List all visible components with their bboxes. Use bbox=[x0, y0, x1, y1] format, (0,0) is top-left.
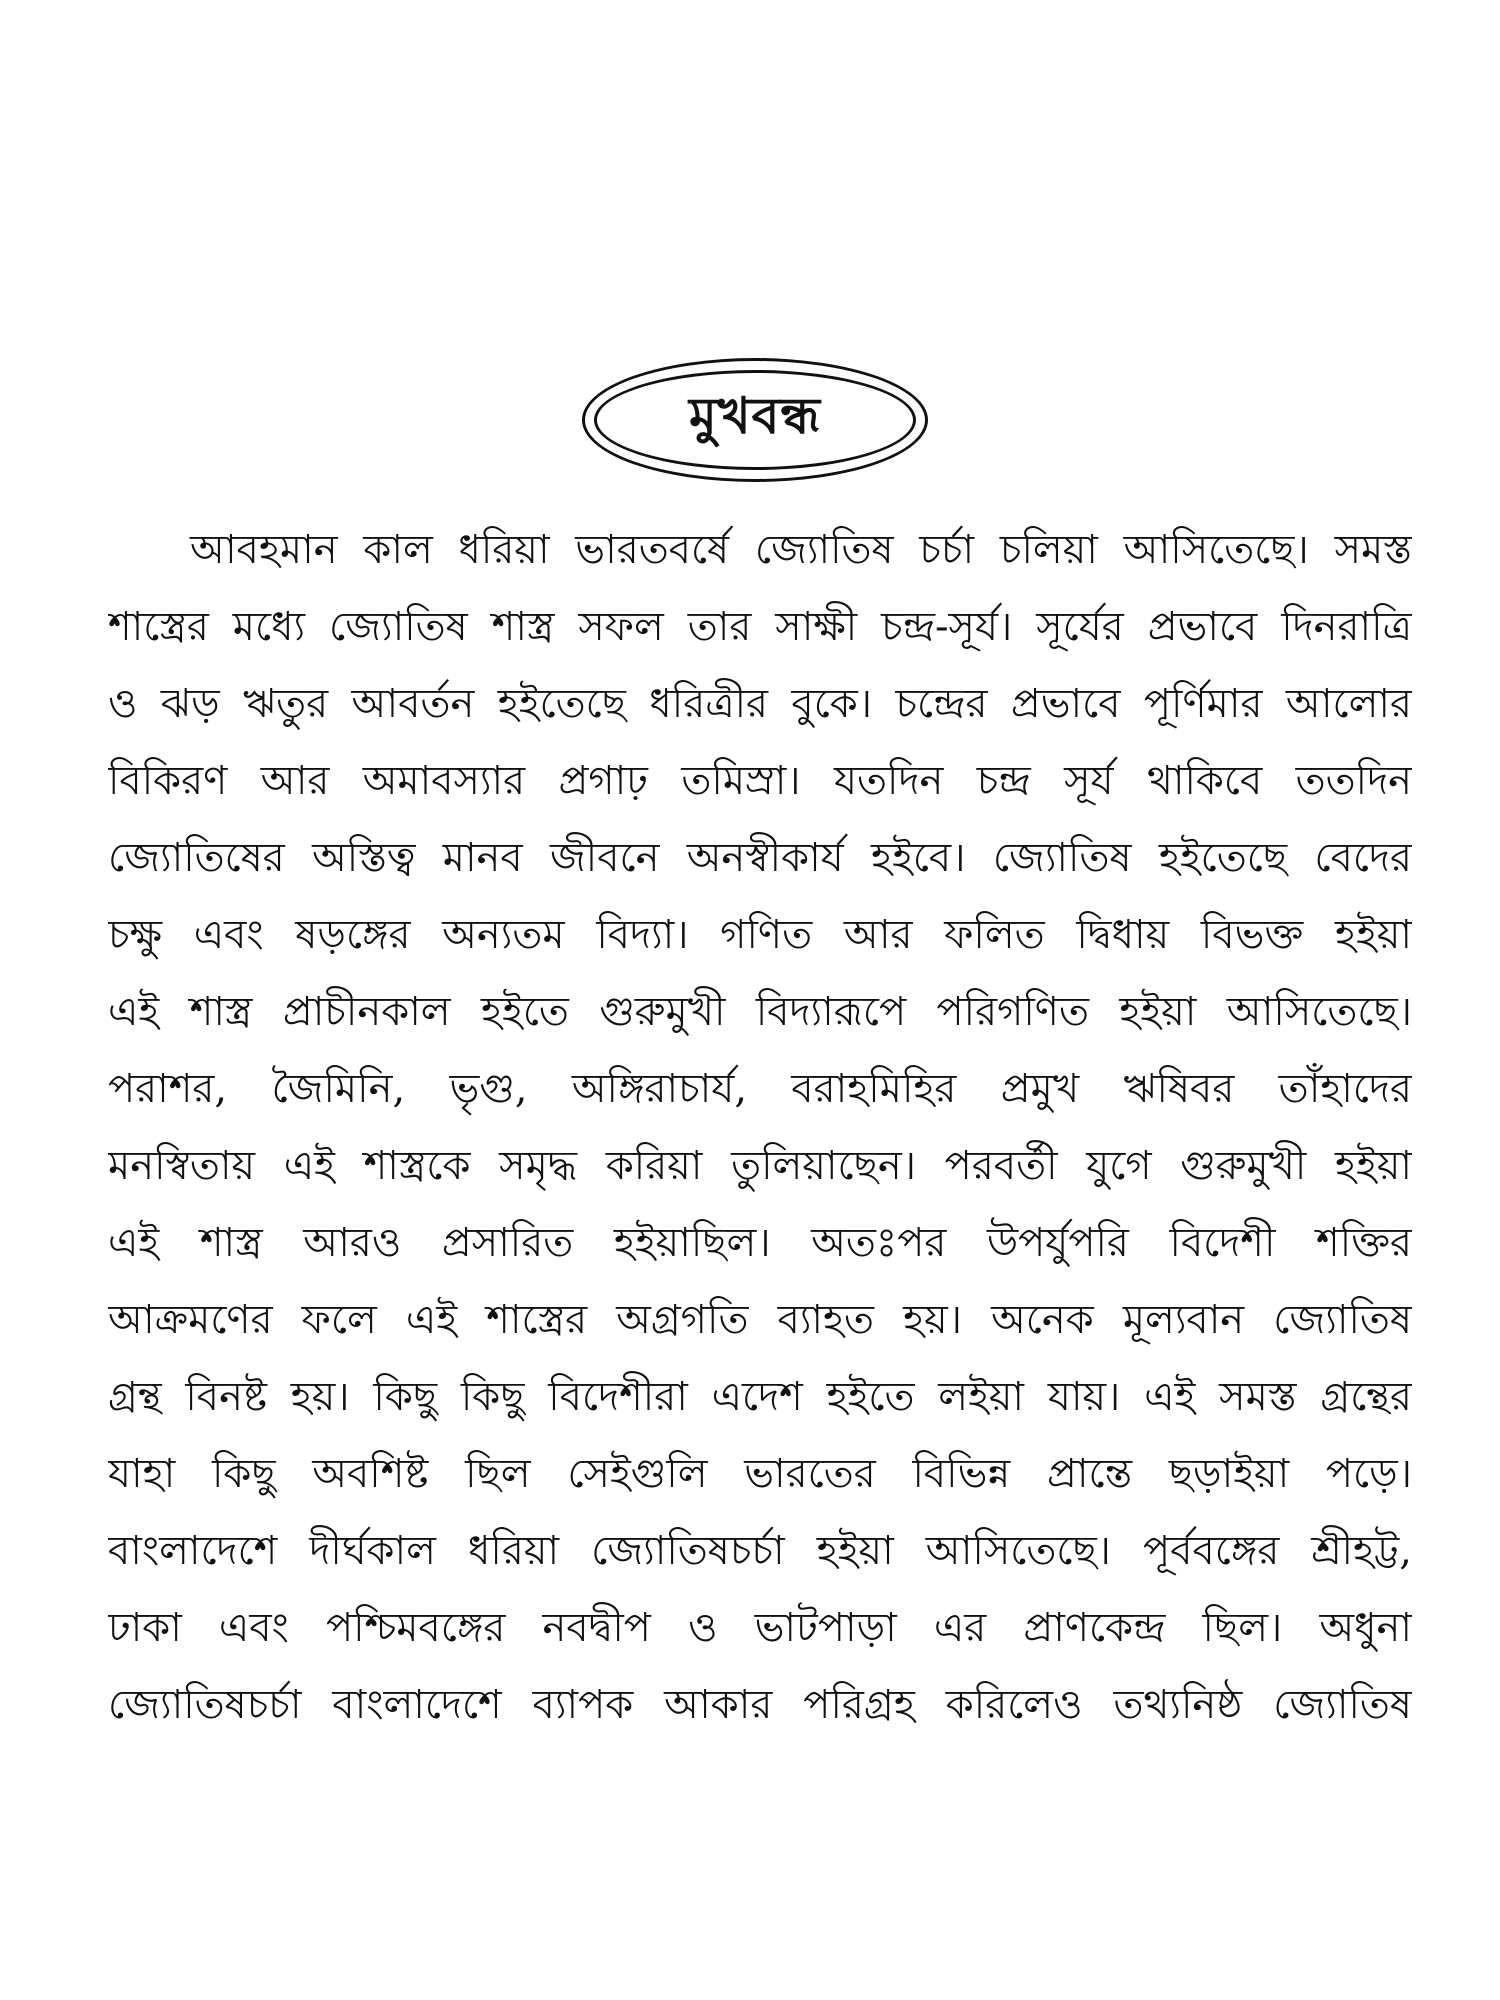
text-line: যাহা কিছু অবশিষ্ট ছিল সেইগুলি ভারতের বিভিন্ন প্রান্তে ছড়াইয়া পড়ে। bbox=[108, 1451, 1412, 1497]
text-line: মনস্বিতায় এই শাস্ত্রকে সমৃদ্ধ করিয়া তুলিয়াছেন। পরবর্তী যুগে গুরুমুখী হইয়া bbox=[108, 1143, 1412, 1189]
text-line: চক্ষু এবং ষড়ঙ্গের অন্যতম বিদ্যা। গণিত আর ফলিত দ্বিধায় বিভক্ত হইয়া bbox=[108, 912, 1412, 958]
text-line: পরাশর, জৈমিনি, ভৃগু, অঙ্গিরাচার্য, বরাহমিহির প্রমুখ ঋষিবর তাঁহাদের bbox=[108, 1066, 1412, 1112]
text-line: আবহমান কাল ধরিয়া ভারতবর্ষে জ্যোতিষ চর্চা চলিয়া আসিতেছে। সমস্ত bbox=[190, 527, 1412, 573]
body-paragraph bbox=[108, 512, 1412, 1744]
text-line: বিকিরণ আর অমাবস্যার প্রগাঢ় তমিস্রা। যতদিন চন্দ্র সূর্য থাকিবে ততদিন bbox=[108, 758, 1412, 804]
text-line: শাস্ত্রের মধ্যে জ্যোতিষ শাস্ত্র সফল তার সাক্ষী চন্দ্র-সূর্য। সূর্যের প্রভাবে দিনরাত্রি bbox=[108, 604, 1412, 650]
text-line: আক্রমণের ফলে এই শাস্ত্রের অগ্রগতি ব্যাহত হয়। অনেক মূল্যবান জ্যোতিষ bbox=[108, 1297, 1412, 1343]
text-line: গ্রন্থ বিনষ্ট হয়। কিছু কিছু বিদেশীরা এদেশ হইতে লইয়া যায়। এই সমস্ত গ্রন্থের bbox=[108, 1374, 1412, 1420]
text-line: এই শাস্ত্র আরও প্রসারিত হইয়াছিল। অতঃপর উপর্যুপরি বিদেশী শক্তির bbox=[108, 1220, 1412, 1266]
text-line: জ্যোতিষচর্চা বাংলাদেশে ব্যাপক আকার পরিগ্রহ করিলেও তথ্যনিষ্ঠ জ্যোতিষ bbox=[108, 1682, 1412, 1728]
text-line: ও ঝড় ঋতুর আবর্তন হইতেছে ধরিত্রীর বুকে। চন্দ্রের প্রভাবে পূর্ণিমার আলোর bbox=[108, 681, 1412, 727]
text-line: ঢাকা এবং পশ্চিমবঙ্গের নবদ্বীপ ও ভাটপাড়া এর প্রাণকেন্দ্র ছিল। অধুনা bbox=[108, 1605, 1412, 1651]
heading-oval-frame bbox=[582, 358, 928, 482]
text-line: এই শাস্ত্র প্রাচীনকাল হইতে গুরুমুখী বিদ্যারূপে পরিগণিত হইয়া আসিতেছে। bbox=[108, 989, 1412, 1035]
text-line: জ্যোতিষের অস্তিত্ব মানব জীবনে অনস্বীকার্য হইবে। জ্যোতিষ হইতেছে বেদের bbox=[108, 835, 1412, 881]
text-line: বাংলাদেশে দীর্ঘকাল ধরিয়া জ্যোতিষচর্চা হইয়া আসিতেছে। পূর্ববঙ্গের শ্রীহট্ট, bbox=[108, 1528, 1412, 1574]
chapter-heading: মুখবন্ধ bbox=[688, 385, 822, 445]
